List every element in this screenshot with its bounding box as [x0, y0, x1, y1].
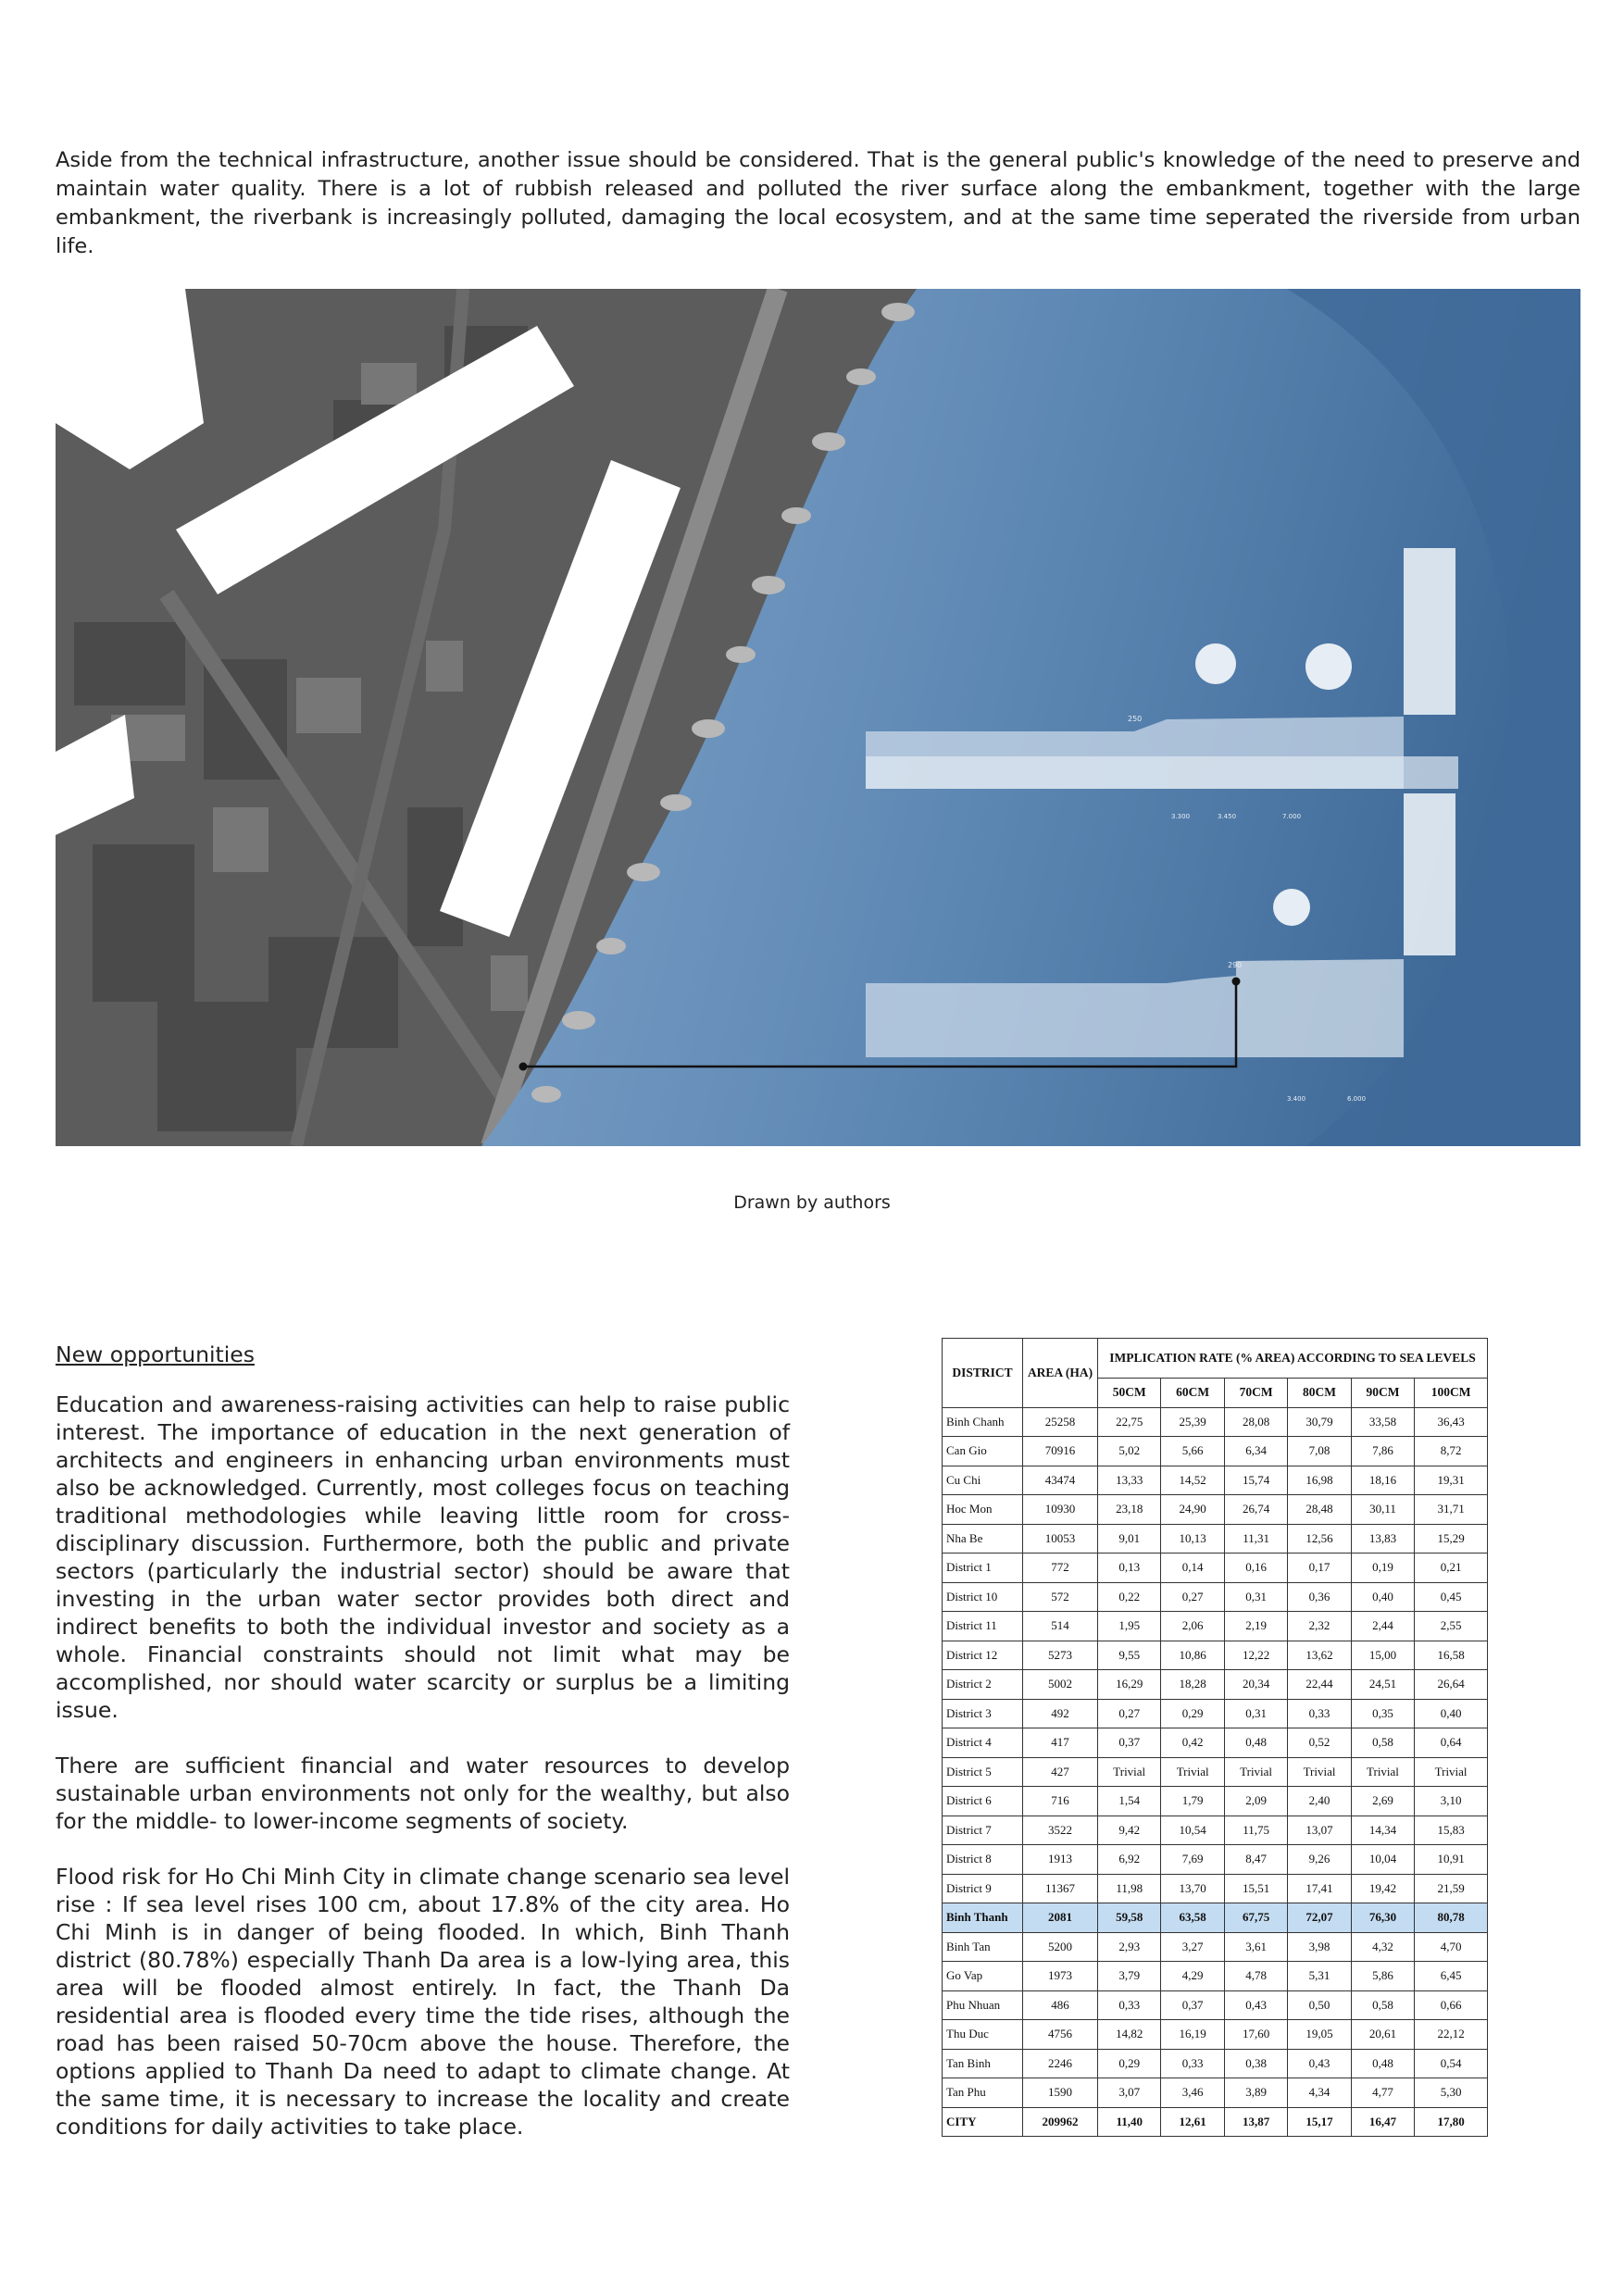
cell-rate: 28,48: [1288, 1495, 1351, 1525]
cell-rate: 0,42: [1161, 1728, 1224, 1758]
cell-rate: 2,44: [1351, 1612, 1414, 1641]
section-tree-lower: [1273, 889, 1310, 926]
cell-rate: 0,64: [1415, 1728, 1488, 1758]
cell-district: Go Vap: [943, 1962, 1023, 1991]
cell-rate: 0,22: [1098, 1582, 1161, 1612]
cell-district: District 9: [943, 1874, 1023, 1903]
cell-rate: 26,74: [1224, 1495, 1287, 1525]
header-level: 100CM: [1415, 1379, 1488, 1408]
level-label-lower: 290: [1228, 961, 1243, 969]
cell-rate: 30,79: [1288, 1407, 1351, 1437]
cell-rate: 2,55: [1415, 1612, 1488, 1641]
cell-area: 417: [1023, 1728, 1098, 1758]
cell-rate: 22,75: [1098, 1407, 1161, 1437]
cell-rate: 18,28: [1161, 1670, 1224, 1700]
table-row: [943, 1582, 1488, 1612]
cell-rate: 63,58: [1161, 1903, 1224, 1933]
cell-rate: 2,06: [1161, 1612, 1224, 1641]
cell-rate: 0,27: [1161, 1582, 1224, 1612]
table-row: [943, 1990, 1488, 2020]
cell-rate: Trivial: [1351, 1757, 1414, 1787]
cell-district: Thu Duc: [943, 2020, 1023, 2050]
cell-rate: 8,47: [1224, 1845, 1287, 1875]
cell-rate: 14,34: [1351, 1816, 1414, 1845]
cell-rate: 1,54: [1098, 1787, 1161, 1816]
cell-area: 10930: [1023, 1495, 1098, 1525]
cell-district: CITY: [943, 2107, 1023, 2137]
cell-area: 427: [1023, 1757, 1098, 1787]
cell-rate: 0,52: [1288, 1728, 1351, 1758]
cell-rate: 14,52: [1161, 1466, 1224, 1495]
table-row: [943, 1787, 1488, 1816]
table-row: [943, 1699, 1488, 1728]
cell-rate: 67,75: [1224, 1903, 1287, 1933]
cell-area: 772: [1023, 1554, 1098, 1583]
cell-rate: 72,07: [1288, 1903, 1351, 1933]
cell-area: 486: [1023, 1990, 1098, 2020]
cell-rate: 0,33: [1288, 1699, 1351, 1728]
cell-area: 716: [1023, 1787, 1098, 1816]
cell-rate: 0,35: [1351, 1699, 1414, 1728]
dim-1-upper: 3.300: [1171, 813, 1191, 820]
cell-rate: 25,39: [1161, 1407, 1224, 1437]
cell-rate: 3,98: [1288, 1932, 1351, 1962]
cell-rate: 2,09: [1224, 1787, 1287, 1816]
cell-rate: 2,40: [1288, 1787, 1351, 1816]
cell-rate: 0,66: [1415, 1990, 1488, 2020]
cell-rate: 17,80: [1415, 2107, 1488, 2137]
cell-rate: 0,40: [1415, 1699, 1488, 1728]
cell-area: 70916: [1023, 1437, 1098, 1466]
paragraph-flood-risk: Flood risk for Ho Chi Minh City in climate change scenario sea level rise : If sea level rises 100 cm, about 17.8% of the city area. Ho Chi Minh is in danger of being flooded. In which, Binh Thanh district (80.78%) especially Thanh Da area is a low-lying area, this area will be flooded almost entirely. In fact, the Thanh Da residential area is flooded every time the tide rises, although the road has been raised 50-70cm above the house. Therefore, the options applied to Thanh Da need to adapt to climate change. At the same time, it is necessary to increase the locality and create conditions for daily activities to take place.: [56, 1864, 790, 2140]
cell-rate: 24,90: [1161, 1495, 1224, 1525]
cell-rate: 23,18: [1098, 1495, 1161, 1525]
cell-rate: 10,04: [1351, 1845, 1414, 1875]
cell-area: 43474: [1023, 1466, 1098, 1495]
cell-rate: 19,31: [1415, 1466, 1488, 1495]
cell-district: District 10: [943, 1582, 1023, 1612]
cell-rate: 4,34: [1288, 2078, 1351, 2108]
cell-rate: 0,48: [1351, 2049, 1414, 2078]
cell-rate: 0,43: [1288, 2049, 1351, 2078]
cell-rate: 0,38: [1224, 2049, 1287, 2078]
cell-rate: 0,54: [1415, 2049, 1488, 2078]
cell-rate: 0,36: [1288, 1582, 1351, 1612]
cell-district: Hoc Mon: [943, 1495, 1023, 1525]
cell-rate: 0,27: [1098, 1699, 1161, 1728]
header-level: 60CM: [1161, 1379, 1224, 1408]
cell-rate: 80,78: [1415, 1903, 1488, 1933]
cell-rate: 12,56: [1288, 1524, 1351, 1554]
cell-rate: 22,12: [1415, 2020, 1488, 2050]
cell-rate: 13,33: [1098, 1466, 1161, 1495]
dim-2-upper: 3.450: [1218, 813, 1237, 820]
cell-rate: Trivial: [1224, 1757, 1287, 1787]
cell-rate: 30,11: [1351, 1495, 1414, 1525]
table-row: [943, 1612, 1488, 1641]
cell-rate: 33,58: [1351, 1407, 1414, 1437]
cell-rate: 18,16: [1351, 1466, 1414, 1495]
cell-area: 4756: [1023, 2020, 1098, 2050]
paragraph-education: Education and awareness-raising activities can help to raise public interest. The importance of education in the next generation of architects and engineers in enhancing urban environments must also be acknowledged. Currently, most colleges focus on teaching traditional methodologies while leaving little room for cross-disciplinary discussion. Furthermore, both the public and private sectors (particularly the industrial sector) should be aware that investing in the urban water sector provides both direct and indirect benefits to both the individual investor and society as a whole. Financial constraints should not limit what may be accomplished, nor should water scarcity or surplus be a limiting issue.: [56, 1391, 790, 1723]
table-row: [943, 1466, 1488, 1495]
cell-rate: 0,33: [1161, 2049, 1224, 2078]
cell-rate: 20,61: [1351, 2020, 1414, 2050]
cell-rate: 0,48: [1224, 1728, 1287, 1758]
table-row: [943, 1437, 1488, 1466]
cell-rate: 15,51: [1224, 1874, 1287, 1903]
cell-rate: 24,51: [1351, 1670, 1414, 1700]
cell-rate: 10,13: [1161, 1524, 1224, 1554]
table-row: [943, 2078, 1488, 2108]
table-row: [943, 1495, 1488, 1525]
cell-area: 209962: [1023, 2107, 1098, 2137]
cell-rate: 0,37: [1098, 1728, 1161, 1758]
cell-rate: 6,45: [1415, 1962, 1488, 1991]
cell-rate: Trivial: [1098, 1757, 1161, 1787]
header-level: 70CM: [1224, 1379, 1287, 1408]
cell-rate: 0,40: [1351, 1582, 1414, 1612]
cell-district: Can Gio: [943, 1437, 1023, 1466]
cell-rate: 59,58: [1098, 1903, 1161, 1933]
cell-rate: 3,10: [1415, 1787, 1488, 1816]
cell-district: District 7: [943, 1816, 1023, 1845]
callout-dot-end: [1232, 978, 1241, 986]
cell-district: Nha Be: [943, 1524, 1023, 1554]
cell-district: Binh Chanh: [943, 1407, 1023, 1437]
cell-rate: Trivial: [1415, 1757, 1488, 1787]
cell-rate: 7,08: [1288, 1437, 1351, 1466]
cell-rate: 1,79: [1161, 1787, 1224, 1816]
table-row: [943, 1932, 1488, 1962]
cell-rate: 5,31: [1288, 1962, 1351, 1991]
cell-rate: 26,64: [1415, 1670, 1488, 1700]
cell-rate: 9,01: [1098, 1524, 1161, 1554]
cell-area: 514: [1023, 1612, 1098, 1641]
cell-rate: 0,17: [1288, 1554, 1351, 1583]
cell-rate: 13,83: [1351, 1524, 1414, 1554]
cell-rate: 0,19: [1351, 1554, 1414, 1583]
cell-rate: 15,00: [1351, 1641, 1414, 1670]
cell-rate: 4,77: [1351, 2078, 1414, 2108]
cell-rate: 11,31: [1224, 1524, 1287, 1554]
dim-3-upper: 7.000: [1282, 813, 1302, 820]
cell-rate: 0,45: [1415, 1582, 1488, 1612]
table-row: [943, 2049, 1488, 2078]
cell-rate: 19,05: [1288, 2020, 1351, 2050]
table-row: [943, 1407, 1488, 1437]
cell-district: Tan Binh: [943, 2049, 1023, 2078]
cell-rate: 0,13: [1098, 1554, 1161, 1583]
cell-area: 10053: [1023, 1524, 1098, 1554]
cell-area: 2246: [1023, 2049, 1098, 2078]
cell-rate: 31,71: [1415, 1495, 1488, 1525]
cell-rate: 76,30: [1351, 1903, 1414, 1933]
cell-rate: 0,31: [1224, 1699, 1287, 1728]
flood-impact-table-wrapper: [942, 1338, 1488, 2137]
cell-rate: 9,42: [1098, 1816, 1161, 1845]
cell-rate: 13,62: [1288, 1641, 1351, 1670]
cell-rate: 3,27: [1161, 1932, 1224, 1962]
cell-rate: 16,29: [1098, 1670, 1161, 1700]
cell-district: District 4: [943, 1728, 1023, 1758]
cell-rate: 19,42: [1351, 1874, 1414, 1903]
cell-district: District 5: [943, 1757, 1023, 1787]
cell-rate: 2,93: [1098, 1932, 1161, 1962]
cell-rate: 15,74: [1224, 1466, 1287, 1495]
header-level: 90CM: [1351, 1379, 1414, 1408]
cell-district: District 12: [943, 1641, 1023, 1670]
table-row: [943, 1874, 1488, 1903]
cell-rate: 2,32: [1288, 1612, 1351, 1641]
table-row: [943, 1670, 1488, 1700]
header-level: 80CM: [1288, 1379, 1351, 1408]
cell-rate: 3,89: [1224, 2078, 1287, 2108]
cell-rate: 5,30: [1415, 2078, 1488, 2108]
cell-rate: 10,86: [1161, 1641, 1224, 1670]
table-row: [943, 1816, 1488, 1845]
cell-area: 572: [1023, 1582, 1098, 1612]
cell-rate: 0,58: [1351, 1728, 1414, 1758]
cell-rate: 20,34: [1224, 1670, 1287, 1700]
table-body: [943, 1407, 1488, 2137]
cell-rate: 0,43: [1224, 1990, 1287, 2020]
cell-rate: 4,29: [1161, 1962, 1224, 1991]
cell-rate: 12,61: [1161, 2107, 1224, 2137]
cell-district: Binh Thanh: [943, 1903, 1023, 1933]
cell-rate: 10,91: [1415, 1845, 1488, 1875]
cell-district: District 6: [943, 1787, 1023, 1816]
cell-rate: 28,08: [1224, 1407, 1287, 1437]
cell-rate: 0,16: [1224, 1554, 1287, 1583]
cell-rate: 3,46: [1161, 2078, 1224, 2108]
cell-area: 5002: [1023, 1670, 1098, 1700]
cell-rate: 0,50: [1288, 1990, 1351, 2020]
aerial-plan-with-sections: [56, 289, 1580, 1146]
cell-district: Binh Tan: [943, 1932, 1023, 1962]
section-heading: New opportunities: [56, 1341, 255, 1367]
cell-rate: 15,17: [1288, 2107, 1351, 2137]
table-row: [943, 1962, 1488, 1991]
cell-rate: 15,83: [1415, 1816, 1488, 1845]
cell-rate: 13,70: [1161, 1874, 1224, 1903]
cell-rate: 3,61: [1224, 1932, 1287, 1962]
dim-2-lower: 6.000: [1347, 1095, 1367, 1103]
cell-rate: 12,22: [1224, 1641, 1287, 1670]
cell-area: 3522: [1023, 1816, 1098, 1845]
cell-rate: 0,33: [1098, 1990, 1161, 2020]
cell-rate: 13,87: [1224, 2107, 1287, 2137]
header-level: 50CM: [1098, 1379, 1161, 1408]
cell-area: 492: [1023, 1699, 1098, 1728]
cell-rate: 0,29: [1161, 1699, 1224, 1728]
cell-area: 11367: [1023, 1874, 1098, 1903]
cell-district: District 11: [943, 1612, 1023, 1641]
cell-district: District 8: [943, 1845, 1023, 1875]
header-district: DISTRICT: [943, 1339, 1023, 1408]
cell-rate: 0,29: [1098, 2049, 1161, 2078]
table-row: [943, 1903, 1488, 1933]
cell-rate: 4,32: [1351, 1932, 1414, 1962]
callout-dot-start: [519, 1063, 528, 1071]
cell-district: Tan Phu: [943, 2078, 1023, 2108]
table-row: [943, 2107, 1488, 2137]
cell-rate: 4,70: [1415, 1932, 1488, 1962]
cell-rate: 17,41: [1288, 1874, 1351, 1903]
table-row: [943, 1728, 1488, 1758]
cell-district: District 1: [943, 1554, 1023, 1583]
cell-area: 2081: [1023, 1903, 1098, 1933]
cell-area: 5200: [1023, 1932, 1098, 1962]
table-row: [943, 1757, 1488, 1787]
cell-rate: 11,40: [1098, 2107, 1161, 2137]
flood-impact-table: [942, 1338, 1488, 2137]
cell-area: 1913: [1023, 1845, 1098, 1875]
table-row: [943, 1845, 1488, 1875]
cell-rate: 0,14: [1161, 1554, 1224, 1583]
cell-rate: Trivial: [1161, 1757, 1224, 1787]
cell-district: Phu Nhuan: [943, 1990, 1023, 2020]
cell-rate: 0,31: [1224, 1582, 1287, 1612]
figure-caption: Drawn by authors: [733, 1192, 891, 1213]
cell-rate: 11,75: [1224, 1816, 1287, 1845]
cell-rate: 7,86: [1351, 1437, 1414, 1466]
cell-rate: 5,66: [1161, 1437, 1224, 1466]
cell-rate: 3,07: [1098, 2078, 1161, 2108]
cell-rate: 17,60: [1224, 2020, 1287, 2050]
cell-area: 25258: [1023, 1407, 1098, 1437]
cell-rate: Trivial: [1288, 1757, 1351, 1787]
cell-area: 1590: [1023, 2078, 1098, 2108]
cell-rate: 14,82: [1098, 2020, 1161, 2050]
cell-district: Cu Chi: [943, 1466, 1023, 1495]
cell-rate: 16,19: [1161, 2020, 1224, 2050]
cell-rate: 2,69: [1351, 1787, 1414, 1816]
site-plan-figure: [56, 289, 1580, 1146]
cell-rate: 7,69: [1161, 1845, 1224, 1875]
table-row: [943, 2020, 1488, 2050]
text-column: [56, 1341, 790, 2168]
cell-rate: 0,58: [1351, 1990, 1414, 2020]
cell-rate: 6,34: [1224, 1437, 1287, 1466]
table-row: [943, 1554, 1488, 1583]
cell-rate: 9,26: [1288, 1845, 1351, 1875]
cell-rate: 6,92: [1098, 1845, 1161, 1875]
cell-rate: 16,98: [1288, 1466, 1351, 1495]
cell-rate: 13,07: [1288, 1816, 1351, 1845]
cell-rate: 11,98: [1098, 1874, 1161, 1903]
level-label-upper: 250: [1128, 715, 1143, 723]
cell-rate: 4,78: [1224, 1962, 1287, 1991]
cell-area: 5273: [1023, 1641, 1098, 1670]
header-rate: IMPLICATION RATE (% AREA) ACCORDING TO SEA LEVELS: [1098, 1339, 1488, 1379]
cell-rate: 22,44: [1288, 1670, 1351, 1700]
header-area: AREA (HA): [1023, 1339, 1098, 1408]
cell-rate: 10,54: [1161, 1816, 1224, 1845]
dim-1-lower: 3.400: [1287, 1095, 1306, 1103]
cell-rate: 0,21: [1415, 1554, 1488, 1583]
cell-district: District 3: [943, 1699, 1023, 1728]
cell-rate: 16,47: [1351, 2107, 1414, 2137]
table-row: [943, 1524, 1488, 1554]
table-row: [943, 1641, 1488, 1670]
cell-rate: 5,02: [1098, 1437, 1161, 1466]
cell-rate: 5,86: [1351, 1962, 1414, 1991]
cell-rate: 8,72: [1415, 1437, 1488, 1466]
cell-rate: 2,19: [1224, 1612, 1287, 1641]
cell-rate: 1,95: [1098, 1612, 1161, 1641]
intro-paragraph: Aside from the technical infrastructure, another issue should be considered. That is the general public's knowledge of the need to preserve and maintain water quality. There is a lot of rubbish released and polluted the river surface along the embankment, together with the large embankment, the riverbank is increasingly polluted, damaging the local ecosystem, and at the same time seperated the riverside from urban life.: [56, 147, 1580, 258]
cell-rate: 3,79: [1098, 1962, 1161, 1991]
cell-rate: 16,58: [1415, 1641, 1488, 1670]
cell-rate: 21,59: [1415, 1874, 1488, 1903]
cell-rate: 15,29: [1415, 1524, 1488, 1554]
cell-rate: 0,37: [1161, 1990, 1224, 2020]
cell-district: District 2: [943, 1670, 1023, 1700]
paragraph-resources: There are sufficient financial and water resources to develop sustainable urban environments not only for the wealthy, but also for the middle- to lower-income segments of society.: [56, 1753, 790, 1834]
cell-area: 1973: [1023, 1962, 1098, 1991]
cell-rate: 36,43: [1415, 1407, 1488, 1437]
cell-rate: 9,55: [1098, 1641, 1161, 1670]
